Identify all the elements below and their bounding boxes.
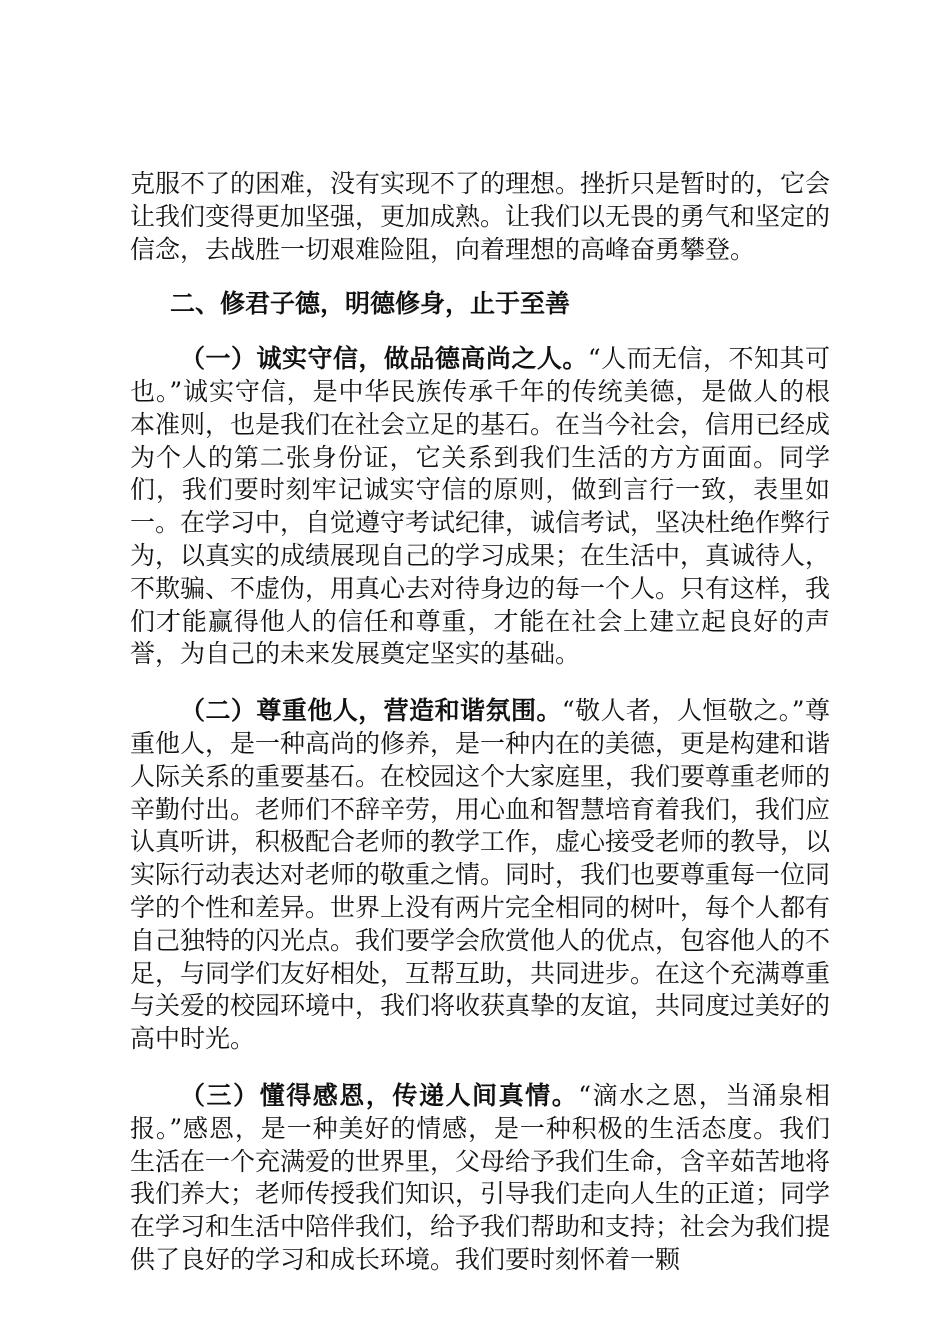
subsection-paragraph-2 (130, 695, 830, 1056)
section-heading: 二、修君子德，明德修身，止于至善 (170, 289, 571, 319)
subsection-paragraph-1 (130, 343, 830, 671)
subsection-body-3: “滴水之恩，当涌泉相报。”感恩，是一种美好的情感，是一种积极的生活态度。我们生活在一个充满爱的世界里，父母给予我们生命，含辛茹苦地将我们养大；老师传授我们知识，引导我们走向人生的正道；同学在学习和生活中陪伴我们，给予我们帮助和支持；社会为我们提供了良好的学习和成长环境。我们要时刻怀着一颗 (130, 1080, 831, 1274)
subsection-title-2: （二）尊重他人，营造和谐氛围。 (180, 696, 562, 726)
document-page (130, 168, 830, 1277)
subsection-body-2: “敬人者，人恒敬之。”尊重他人，是一种高尚的修养，是一种内在的美德，更是构建和谐人际关系的重要基石。在校园这个大家庭里，我们要尊重老师的辛勤付出。老师们不辞辛劳，用心血和智慧培育着我们，我们应认真听讲，积极配合老师的教学工作，虚心接受老师的教导，以实际行动表达对老师的敬重之情。同时，我们也要尊重每一位同学的个性和差异。世界上没有两片完全相同的树叶，每个人都有自己独特的闪光点。我们要学会欣赏他人的优点，包容他人的不足，与同学们友好相处，互帮互助，共同进步。在这个充满尊重与关爱的校园环境中，我们将收获真挚的友谊，共同度过美好的高中时光。 (130, 696, 831, 1054)
subsection-paragraph-3 (130, 1080, 830, 1277)
intro-paragraph: 克服不了的困难，没有实现不了的理想。挫折只是暂时的，它会让我们变得更加坚强，更加成熟。让我们以无畏的勇气和坚定的信念，去战胜一切艰难险阻，向着理想的高峰奋勇攀登。 (130, 169, 831, 264)
subsection-title-3: （三）懂得感恩，传递人间真情。 (180, 1080, 579, 1110)
subsection-title-1: （一）诚实守信，做品德高尚之人。 (180, 344, 588, 374)
subsection-body-1: “人而无信，不知其可也。”诚实守信，是中华民族传承千年的传统美德，是做人的根本准则，也是我们在社会立足的基石。在当今社会，信用已经成为个人的第二张身份证，它关系到我们生活的方方面面。同学们，我们要时刻牢记诚实守信的原则，做到言行一致，表里如一。在学习中，自觉遵守考试纪律，诚信考试，坚决杜绝作弊行为，以真实的成绩展现自己的学习成果；在生活中，真诚待人，不欺骗、不虚伪，用真心去对待身边的每一个人。只有这样，我们才能赢得他人的信任和尊重，才能在社会上建立起良好的声誉，为自己的未来发展奠定坚实的基础。 (130, 344, 831, 669)
